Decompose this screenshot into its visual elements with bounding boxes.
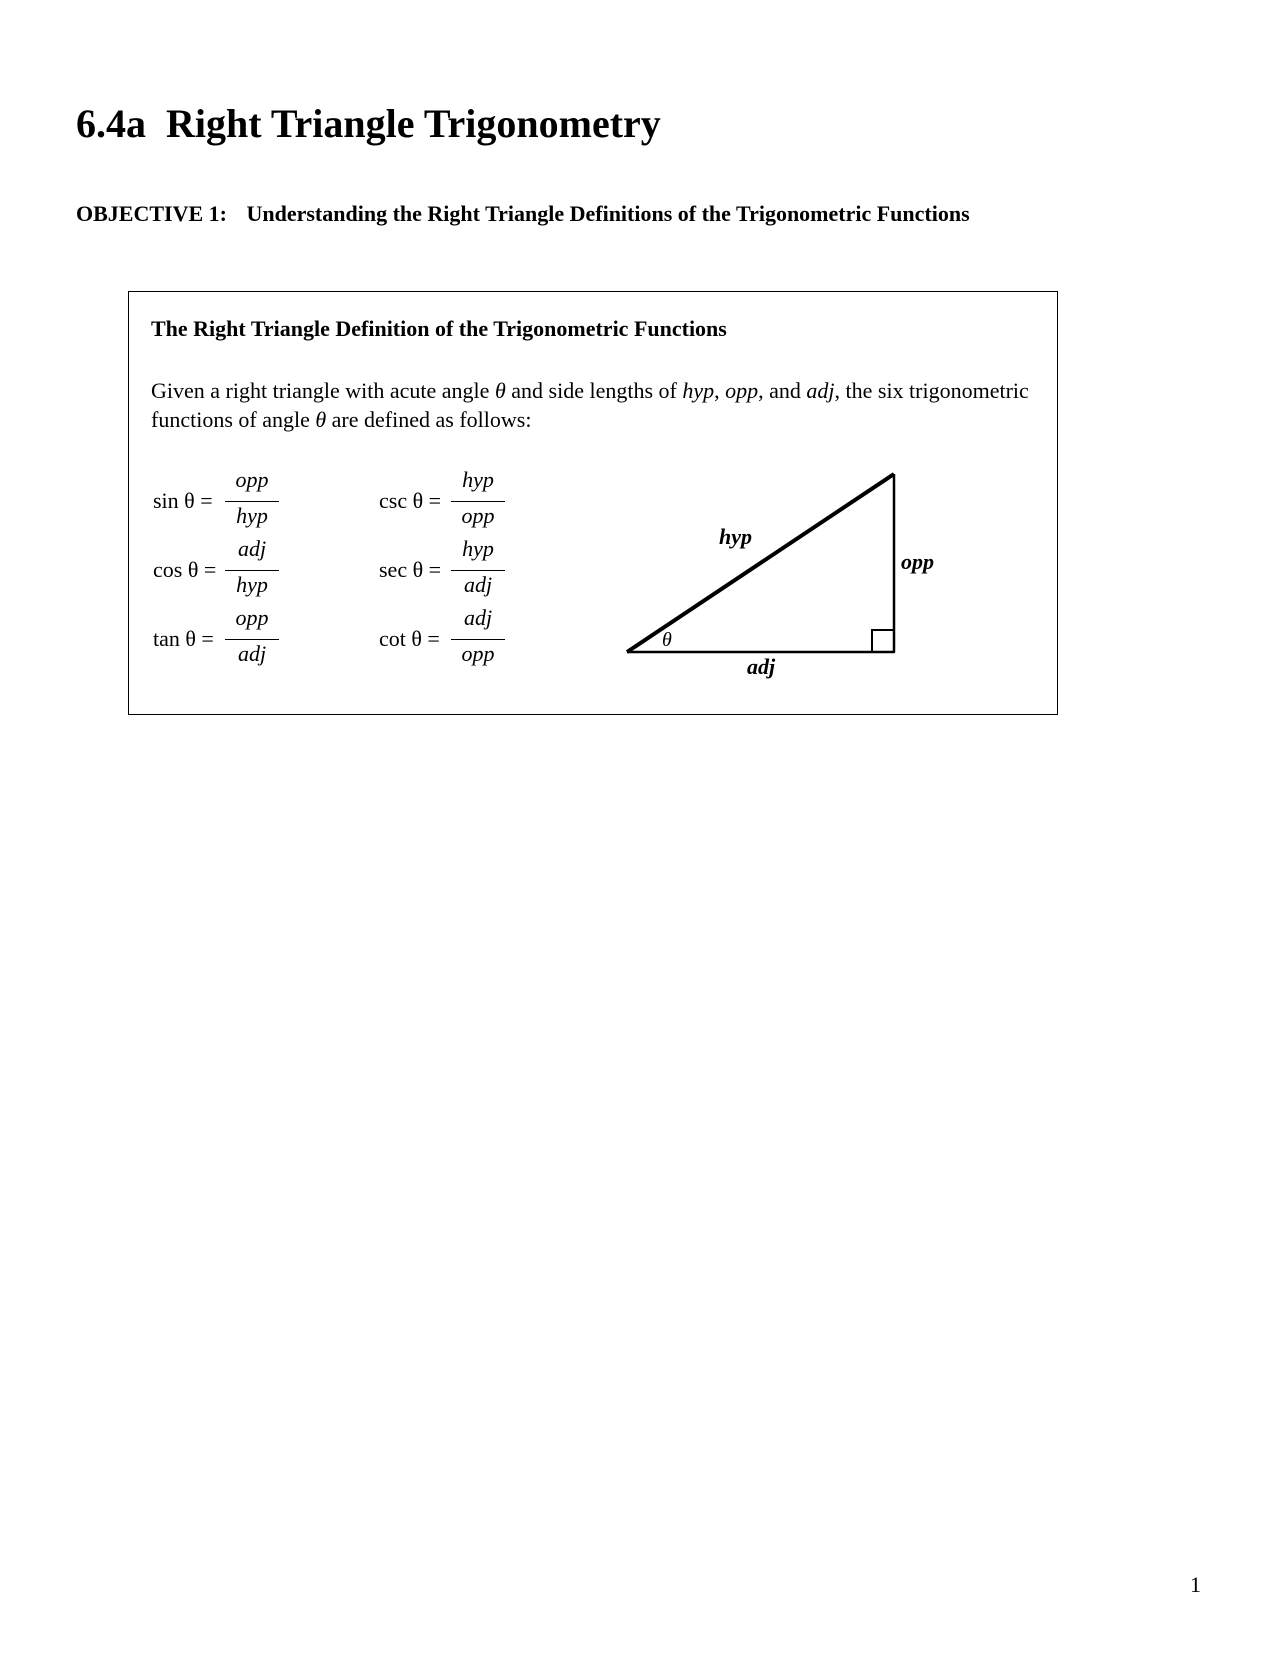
intro-text: and side lengths of [505, 378, 683, 403]
fraction-numerator: hyp [462, 467, 494, 492]
fraction-denominator: adj [463, 572, 493, 597]
formula-function: cot θ = [379, 626, 440, 651]
fraction-numerator: opp [235, 467, 269, 492]
objective-heading [76, 201, 970, 227]
formula-function: sec θ = [379, 557, 442, 582]
theta-symbol: θ [494, 378, 506, 403]
formula-function: cos θ = [153, 557, 217, 582]
intro-text: , [714, 378, 726, 403]
right-angle-marker [872, 630, 894, 652]
hyp-label: hyp [719, 524, 752, 549]
intro-text: , the six trigonometric functions of angle [151, 378, 1029, 432]
fraction-denominator: opp [461, 503, 495, 528]
fraction-numerator: adj [463, 605, 493, 630]
intro-text: are defined as follows: [326, 407, 532, 432]
intro-text: Given a right triangle with acute angle [151, 378, 495, 403]
intro-text: , and [758, 378, 807, 403]
formula-function: tan θ = [153, 626, 214, 651]
fraction-numerator: adj [237, 536, 267, 561]
hyp-term: hyp [682, 378, 715, 403]
page-title: 6.4a Right Triangle Trigonometry [76, 101, 661, 146]
fraction-denominator: opp [461, 641, 495, 666]
fraction-denominator: hyp [236, 572, 268, 597]
theta-symbol: θ [315, 407, 327, 432]
fraction-numerator: opp [235, 605, 269, 630]
adj-term: adj [806, 378, 835, 403]
page-number: 1 [1190, 1572, 1201, 1597]
right-triangle-diagram [129, 292, 1059, 716]
formula-function: sin θ = [153, 488, 213, 513]
opp-label: opp [901, 549, 934, 574]
definition-heading: The Right Triangle Definition of the Trigonometric Functions [151, 316, 727, 341]
definition-box [128, 291, 1058, 715]
theta-label: θ [662, 629, 672, 651]
fraction-denominator: hyp [236, 503, 268, 528]
fraction-numerator: hyp [462, 536, 494, 561]
objective-text: Understanding the Right Triangle Definitions of the Trigonometric Functions [246, 201, 970, 226]
opp-term: opp [725, 378, 759, 403]
adj-label: adj [747, 654, 776, 679]
hypotenuse-side [627, 474, 894, 652]
fraction-denominator: adj [237, 641, 267, 666]
formula-function: csc θ = [379, 488, 442, 513]
objective-label: OBJECTIVE 1: [76, 201, 227, 226]
